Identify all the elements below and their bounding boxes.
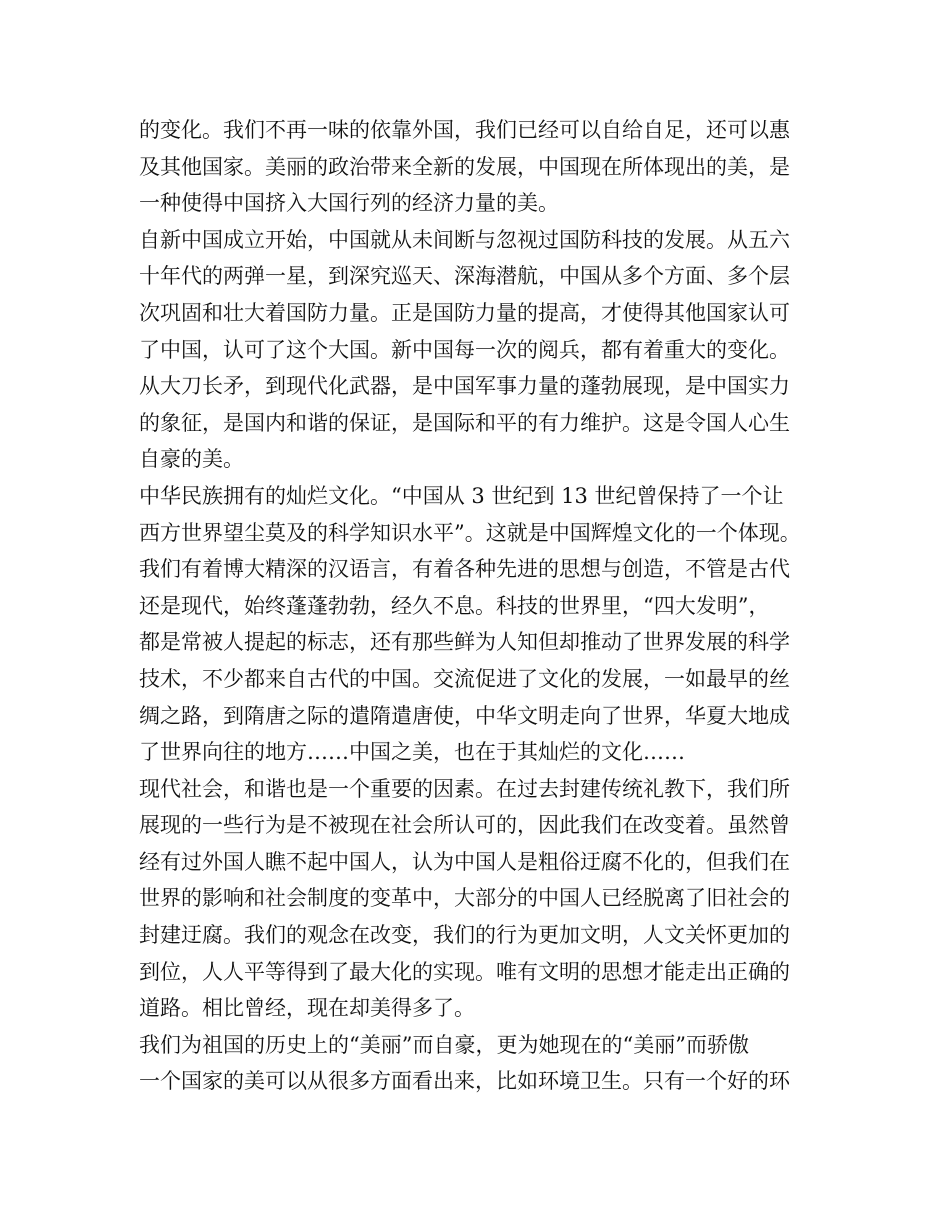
text-line: 从大刀长矛，到现代化武器，是中国军事力量的蓬勃展现，是中国实力 bbox=[139, 374, 790, 399]
text-line: 的象征，是国内和谐的保证，是国际和平的有力维护。这是令国人心生 bbox=[139, 410, 790, 435]
text-line: 到位，人人平等得到了最大化的实现。唯有文明的思想才能走出正确的 bbox=[139, 959, 790, 984]
text-line: 我们有着博大精深的汉语言，有着各种先进的思想与创造，不管是古代 bbox=[139, 557, 790, 582]
text-line: 技术，不少都来自古代的中国。交流促进了文化的发展，一如最早的丝 bbox=[139, 666, 790, 691]
document-body bbox=[139, 112, 819, 1100]
text-line: 了中国，认可了这个大国。新中国每一次的阅兵，都有着重大的变化。 bbox=[139, 337, 790, 362]
text-line: 了世界向往的地方……中国之美，也在于其灿烂的文化…… bbox=[139, 740, 685, 765]
text-line: 展现的一些行为是不被现在社会所认可的，因此我们在改变着。虽然曾 bbox=[139, 813, 790, 838]
text-line: 都是常被人提起的标志，还有那些鲜为人知但却推动了世界发展的科学 bbox=[139, 630, 790, 655]
text-line: 自豪的美。 bbox=[139, 447, 244, 472]
text-line: 及其他国家。美丽的政治带来全新的发展，中国现在所体现出的美，是 bbox=[139, 154, 790, 179]
text-line: 道路。相比曾经，现在却美得多了。 bbox=[139, 996, 475, 1021]
text-line: 一个国家的美可以从很多方面看出来，比如环境卫生。只有一个好的环 bbox=[139, 1069, 790, 1094]
text-line: 西方世界望尘莫及的科学知识水平”。这就是中国辉煌文化的一个体现。 bbox=[139, 520, 801, 545]
text-line: 现代社会，和谐也是一个重要的因素。在过去封建传统礼教下，我们所 bbox=[139, 776, 790, 801]
text-line: 绸之路，到隋唐之际的遣隋遣唐使，中华文明走向了世界，华夏大地成 bbox=[139, 703, 790, 728]
text-line: 次巩固和壮大着国防力量。正是国防力量的提高，才使得其他国家认可 bbox=[139, 300, 790, 325]
text-line: 自新中国成立开始，中国就从未间断与忽视过国防科技的发展。从五六 bbox=[139, 227, 790, 252]
text-line: 一种使得中国挤入大国行列的经济力量的美。 bbox=[139, 191, 559, 216]
text-line: 经有过外国人瞧不起中国人，认为中国人是粗俗迂腐不化的，但我们在 bbox=[139, 849, 790, 874]
text-line: 中华民族拥有的灿烂文化。“中国从 3 世纪到 13 世纪曾保持了一个让 bbox=[139, 483, 784, 508]
text-line: 的变化。我们不再一味的依靠外国，我们已经可以自给自足，还可以惠 bbox=[139, 118, 790, 142]
text-line: 封建迂腐。我们的观念在改变，我们的行为更加文明，人文关怀更加的 bbox=[139, 923, 790, 948]
text-line: 十年代的两弹一星，到深究巡天、深海潜航，中国从多个方面、多个层 bbox=[139, 264, 790, 289]
text-line: 世界的影响和社会制度的变革中，大部分的中国人已经脱离了旧社会的 bbox=[139, 886, 790, 911]
text-line: 还是现代，始终蓬蓬勃勃，经久不息。科技的世界里，“四大发明”， bbox=[139, 593, 770, 618]
text-line: 我们为祖国的历史上的“美丽”而自豪，更为她现在的“美丽”而骄傲 bbox=[139, 1032, 749, 1057]
